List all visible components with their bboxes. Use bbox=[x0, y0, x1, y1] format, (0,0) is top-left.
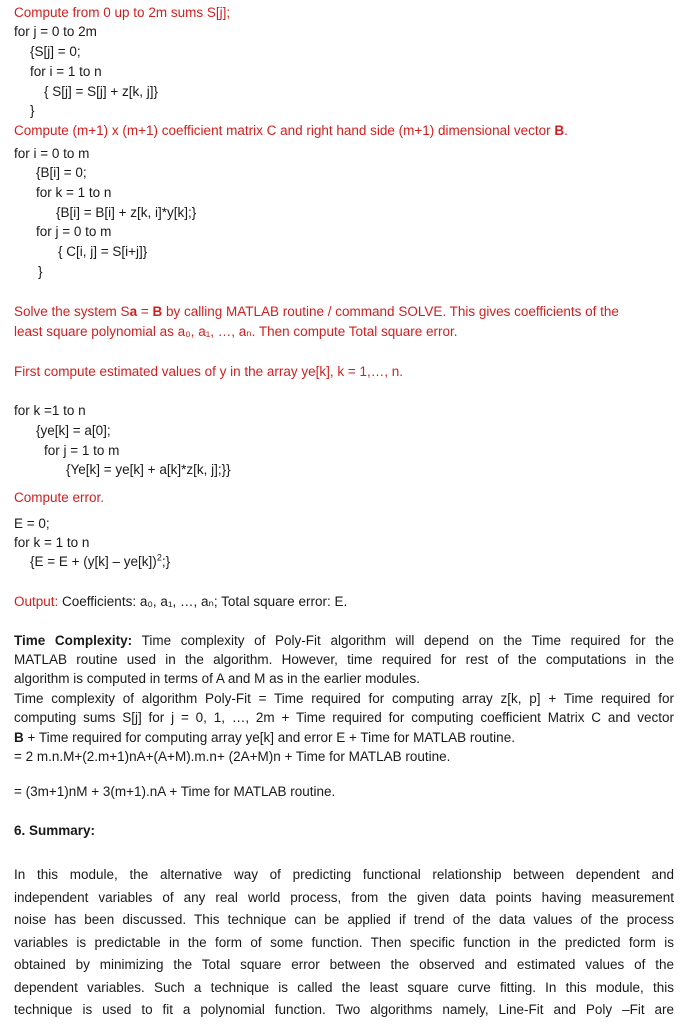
code-line: for j = 1 to m bbox=[44, 443, 120, 458]
code-line: for k = 1 to n bbox=[14, 535, 90, 550]
code-line: for k = 1 to n bbox=[36, 185, 112, 200]
summary-line: In this module, the alternative way of predicting functional relationship between dependent and bbox=[14, 867, 674, 882]
code-line: E = 0; bbox=[14, 516, 50, 531]
output-line: Output: Coefficients: a₀, a₁, …, aₙ; Total square error: E. bbox=[14, 594, 348, 609]
error-heading: Compute error. bbox=[14, 490, 105, 505]
estimate-heading: First compute estimated values of y in the array ye[k], k = 1,…, n. bbox=[14, 364, 404, 379]
complexity-line: = 2 m.n.M+(2.m+1)nA+(A+M).m.n+ (2A+M)n + Time for MATLAB routine. bbox=[14, 749, 451, 764]
summary-line: noise has been discussed. This technique can be applied if trend of the data values of the process bbox=[14, 912, 674, 927]
code-line: } bbox=[38, 264, 43, 279]
code-line: } bbox=[30, 103, 35, 118]
code-line: for j = 0 to 2m bbox=[14, 24, 97, 39]
summary-line: technique is used to fit a polynomial function. Two algorithms namely, Line-Fit and Poly –Fit are bbox=[14, 1002, 674, 1017]
complexity-line: = (3m+1)nM + 3(m+1).nA + Time for MATLAB routine. bbox=[14, 784, 336, 799]
summary-line: dependent variables. Such a technique is called the least square curve fitting. In this module, this bbox=[14, 980, 674, 995]
code-line: {B[i] = B[i] + z[k, i]*y[k];} bbox=[56, 205, 197, 220]
coefficient-heading: Compute (m+1) x (m+1) coefficient matrix C and right hand side (m+1) dimensional vector B. bbox=[14, 123, 568, 138]
solve-line: least square polynomial as a₀, a₁, …, aₙ. Then compute Total square error. bbox=[14, 324, 458, 339]
complexity-line: Time Complexity: Time complexity of Poly-Fit algorithm will depend on the Time required for the bbox=[14, 633, 675, 648]
code-line: for i = 1 to n bbox=[30, 64, 102, 79]
complexity-line: Time complexity of algorithm Poly-Fit = Time required for computing array z[k, p] + Time required for bbox=[14, 691, 674, 706]
code-line: for j = 0 to m bbox=[36, 224, 112, 239]
code-line: {Ye[k] = ye[k] + a[k]*z[k, j];}} bbox=[66, 462, 231, 477]
summary-heading: 6. Summary: bbox=[14, 823, 96, 838]
code-line: {ye[k] = a[0]; bbox=[36, 423, 111, 438]
complexity-line: B + Time required for computing array ye[k] and error E + Time for MATLAB routine. bbox=[14, 730, 515, 745]
code-line: {E = E + (y[k] – ye[k])$^2$;} bbox=[30, 552, 171, 569]
summary-line: independent variables of any real world process, from the given data points having measurement bbox=[14, 890, 674, 905]
code-line: { C[i, j] = S[i+j]} bbox=[58, 244, 148, 259]
summary-line: variables is predictable in the form of some function. Then specific function in the predicted form is bbox=[14, 935, 674, 950]
complexity-line: computing sums S[j] for j = 0, 1, …, 2m + Time required for computing coefficient Matrix C and vector bbox=[14, 710, 674, 725]
code-line: { S[j] = S[j] + z[k, j]} bbox=[44, 84, 159, 99]
sums-heading: Compute from 0 up to 2m sums S[j]; bbox=[14, 5, 231, 20]
complexity-line: algorithm is computed in terms of A and M as in the earlier modules. bbox=[14, 671, 420, 686]
complexity-line: MATLAB routine used in the algorithm. However, time required for rest of the computations in the bbox=[14, 652, 674, 667]
summary-line: obtained by minimizing the Total square error between the observed and estimated values of the bbox=[14, 957, 674, 972]
code-line: {B[i] = 0; bbox=[36, 165, 87, 180]
code-line: for i = 0 to m bbox=[14, 146, 90, 161]
code-line: {S[j] = 0; bbox=[30, 44, 81, 59]
code-line: for k =1 to n bbox=[14, 403, 86, 418]
solve-line: Solve the system Sa = B by calling MATLAB routine / command SOLVE. This gives coefficients of the bbox=[14, 304, 619, 319]
